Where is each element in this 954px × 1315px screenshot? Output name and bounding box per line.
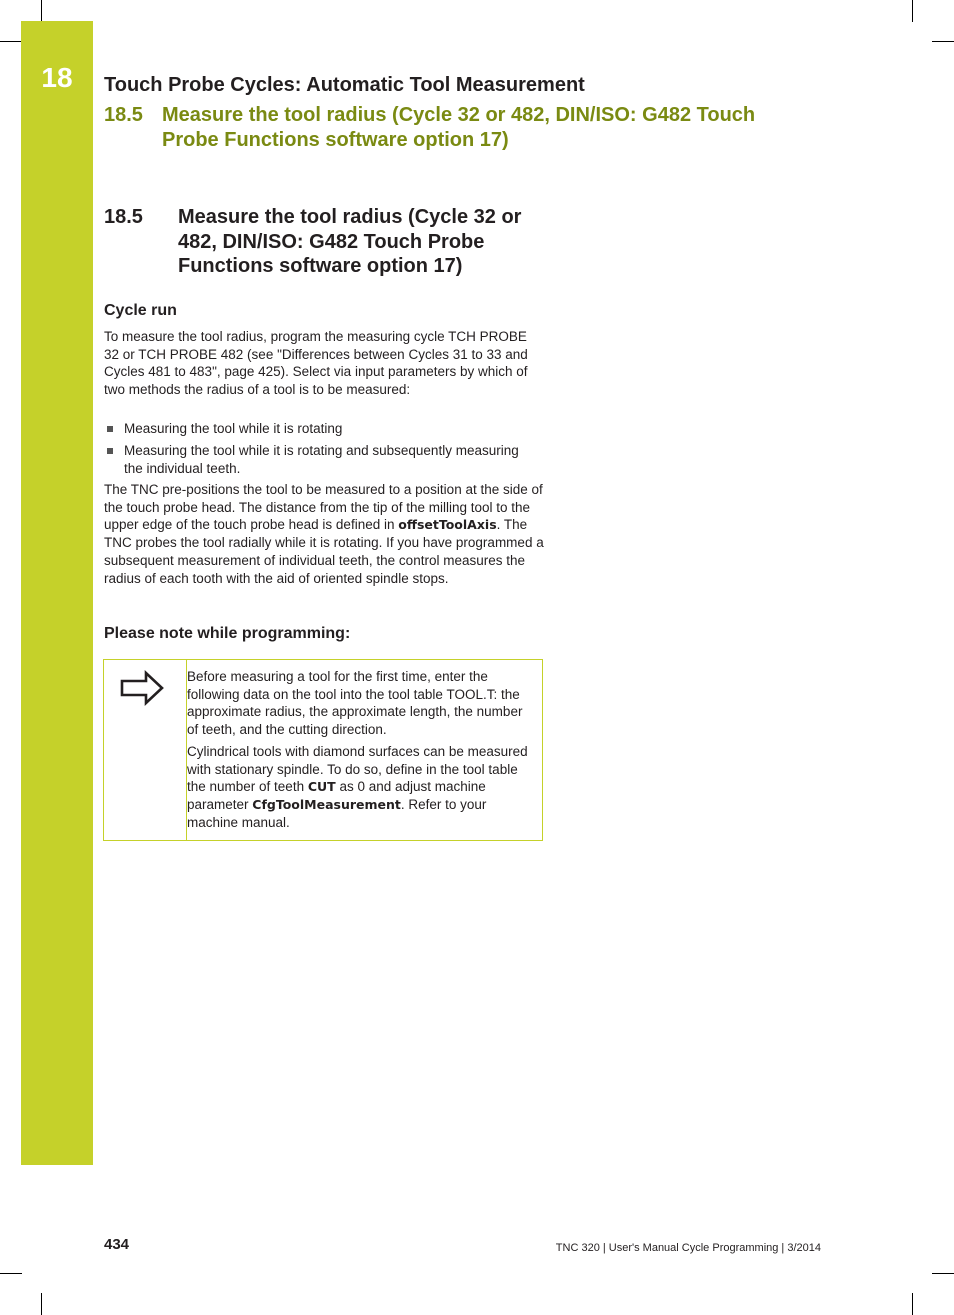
chapter-side-bar <box>21 21 93 1165</box>
text-run: as 0 and adjust machine parameter <box>187 779 486 813</box>
text-run: . Refer to your machine manual. <box>187 797 487 830</box>
section-title: Measure the tool radius (Cycle 32 or 482, DIN/ISO: G482 Touch Probe Functions software option 17) <box>178 206 522 277</box>
list-item-text: Measuring the tool while it is rotating and subsequently measuring the individual teeth. <box>124 443 519 476</box>
parameter-name: offsetToolAxis <box>398 517 497 533</box>
running-section-title: Measure the tool radius (Cycle 32 or 482, DIN/ISO: G482 Touch Probe Functions software option 17) <box>162 104 756 151</box>
crop-mark <box>932 1273 954 1274</box>
chapter-title: Touch Probe Cycles: Automatic Tool Measurement <box>104 74 585 96</box>
parameter-name: CUT <box>307 779 336 795</box>
crop-mark <box>0 1273 22 1274</box>
text-run: . The TNC probes the tool radially while it is rotating. If you have programmed a subsequent measurement of individual teeth, the control measures the radius of each tooth with the aid of oriented spindle stops. <box>104 517 544 586</box>
note-box <box>103 659 543 841</box>
page-number: 434 <box>104 1236 130 1253</box>
arrow-right-icon <box>118 670 166 706</box>
section-number: 18.5 <box>104 206 143 228</box>
chapter-number: 18 <box>41 62 73 93</box>
crop-mark <box>41 1293 42 1315</box>
programming-note-heading: Please note while programming: <box>104 625 351 642</box>
bullet-square-icon <box>107 448 113 454</box>
note-paragraph: Before measuring a tool for the first time, enter the following data on the tool into the tool table TOOL.T: the approximate radius, the approximate length, the number of teeth, and the cutting direction. <box>187 669 523 738</box>
cycle-run-description <box>104 481 544 587</box>
text-run: Cylindrical tools with diamond surfaces can be measured with stationary spindle. To do so, define in the tool table the number of teeth <box>187 744 528 795</box>
bullet-square-icon <box>107 426 113 432</box>
list-item-text: Measuring the tool while it is rotating <box>124 421 343 436</box>
crop-mark <box>912 0 913 22</box>
crop-mark <box>0 41 22 42</box>
cycle-run-intro: To measure the tool radius, program the measuring cycle TCH PROBE 32 or TCH PROBE 482 (see "Differences between Cycles 31 to 33 and Cycles 481 to 483", page 425). Select via input parameters by which of two methods the radius of a tool is to be measured: <box>104 329 528 398</box>
parameter-name: CfgToolMeasurement <box>252 797 401 813</box>
running-section-number: 18.5 <box>104 104 143 126</box>
note-paragraph <box>187 743 537 832</box>
footer-text: TNC 320 | User's Manual Cycle Programming | 3/2014 <box>555 1242 821 1254</box>
crop-mark <box>41 0 42 22</box>
crop-mark <box>912 1293 913 1315</box>
crop-mark <box>932 41 954 42</box>
cycle-run-heading: Cycle run <box>104 302 177 319</box>
text-run: The TNC pre-positions the tool to be measured to a position at the side of the touch probe head. The distance from the tip of the milling tool to the upper edge of the touch probe head is defined in <box>104 482 543 533</box>
